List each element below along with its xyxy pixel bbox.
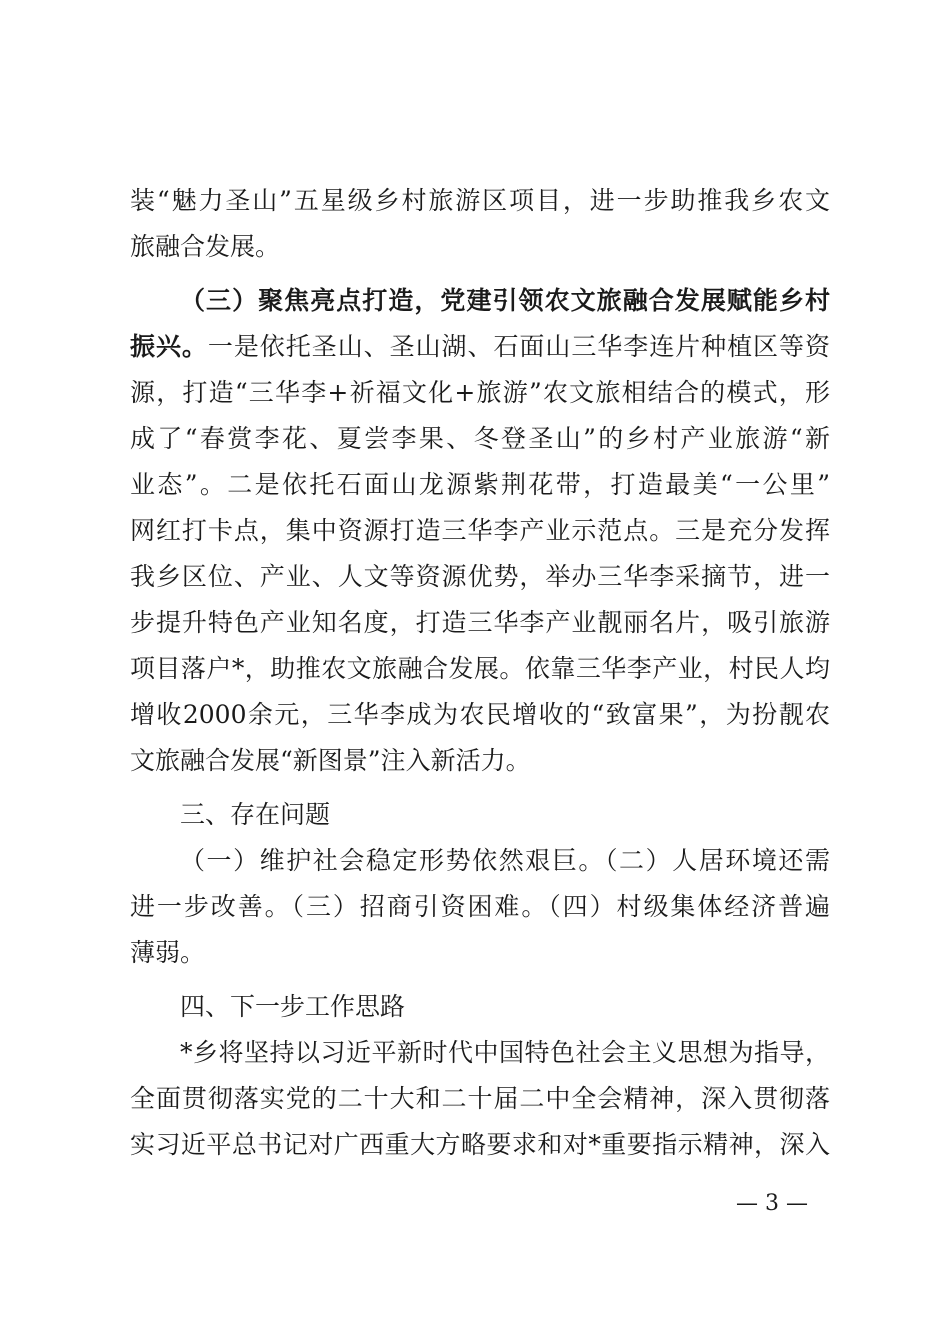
paragraph-line: 步提升特色产业知名度，打造三华李产业靓丽名片，吸引旅游 xyxy=(130,608,830,637)
paragraph-line: 全面贯彻落实党的二十大和二十届二中全会精神，深入贯彻落 xyxy=(130,1084,830,1113)
paragraph-line: 文旅融合发展“新图景”注入新活力。 xyxy=(130,746,531,775)
paragraph-line: 装“魅力圣山”五星级乡村旅游区项目，进一步助推我乡农文 xyxy=(130,186,830,215)
paragraph-line: 成了“春赏李花、夏尝李果、冬登圣山”的乡村产业旅游“新 xyxy=(130,424,830,453)
section-lead-bold: （三）聚焦亮点打造，党建引领农文旅融合发展赋能乡村 xyxy=(180,286,830,315)
paragraph-text: 一是依托圣山、圣山湖、石面山三华李连片种植区等资 xyxy=(207,332,830,361)
paragraph-line: 业态”。二是依托石面山龙源紫荆花带，打造最美“一公里” xyxy=(130,470,830,499)
paragraph-line: 实习近平总书记对广西重大方略要求和对*重要指示精神，深入 xyxy=(130,1130,830,1159)
document-body xyxy=(130,178,830,1168)
section-lead-bold-end: 振兴。 xyxy=(130,332,208,361)
paragraph-line: 旅融合发展。 xyxy=(130,232,281,261)
paragraph-line: 我乡区位、产业、人文等资源优势，举办三华李采摘节，进一 xyxy=(130,562,830,591)
paragraph-line xyxy=(130,324,830,370)
paragraph-line: 项目落户*，助推农文旅融合发展。依靠三华李产业，村民人均 xyxy=(130,654,830,683)
paragraph-line: *乡将坚持以习近平新时代中国特色社会主义思想为指导， xyxy=(180,1038,830,1067)
paragraph-line: 进一步改善。（三）招商引资困难。（四）村级集体经济普遍 xyxy=(130,892,830,921)
paragraph-line: 薄弱。 xyxy=(130,938,206,967)
section-heading-next-steps: 四、下一步工作思路 xyxy=(180,992,406,1021)
section-heading-issues: 三、存在问题 xyxy=(180,800,331,829)
paragraph-line: 网红打卡点，集中资源打造三华李产业示范点。三是充分发挥 xyxy=(130,516,830,545)
page-number: — 3 — xyxy=(736,1191,808,1216)
paragraph-line: 源，打造“三华李+祈福文化+旅游”农文旅相结合的模式，形 xyxy=(130,378,830,407)
paragraph-line: （一）维护社会稳定形势依然艰巨。（二）人居环境还需 xyxy=(180,846,830,875)
paragraph-line: 增收2000余元，三华李成为农民增收的“致富果”，为扮靓农 xyxy=(130,700,830,729)
